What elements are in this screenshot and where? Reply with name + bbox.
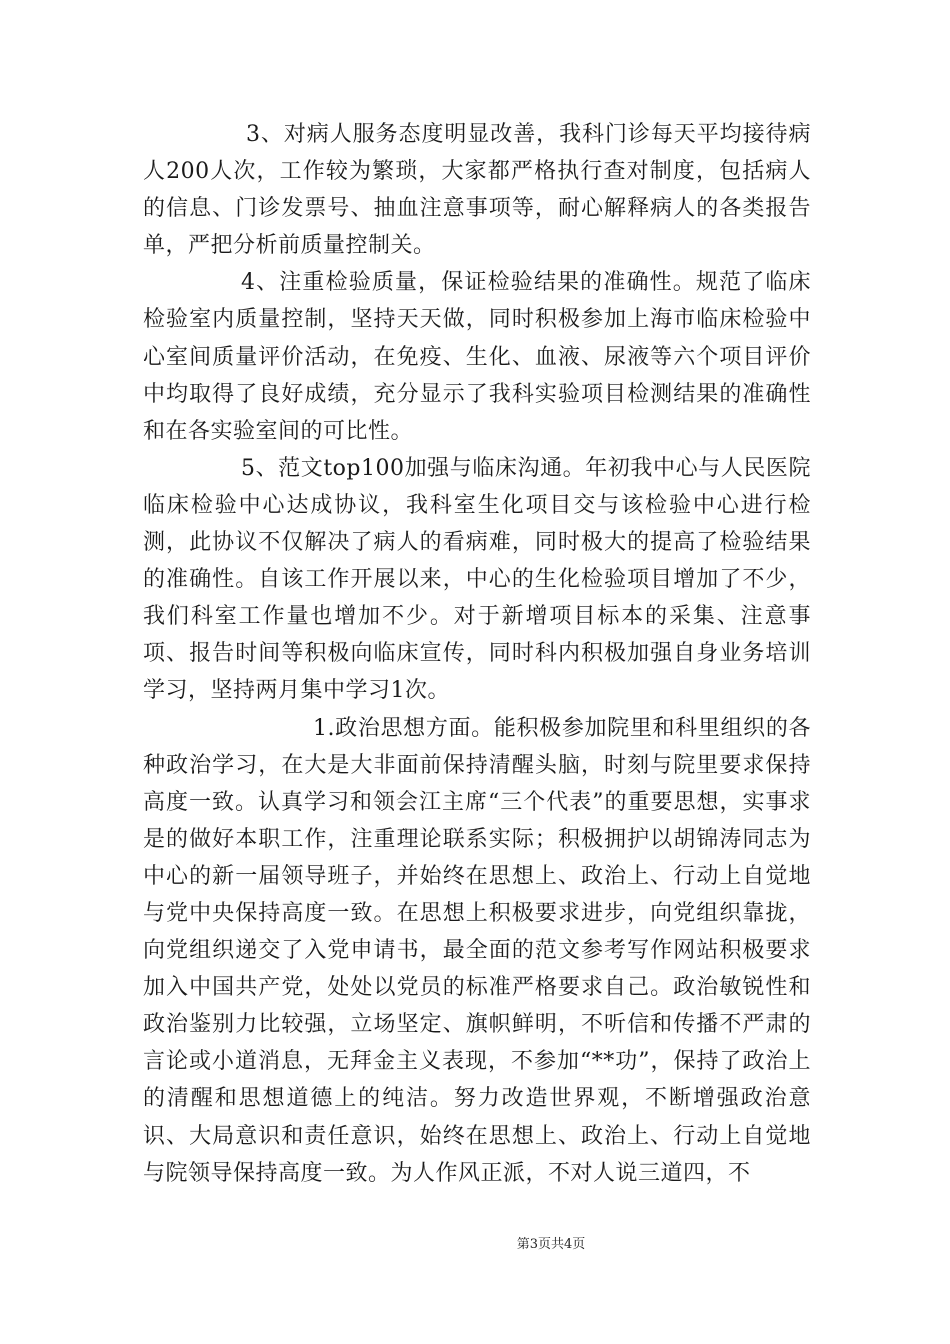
document-body [143, 116, 811, 1192]
page-footer: 第3页共4页 [516, 1237, 586, 1252]
paragraph-service-attitude: 3、对病人服务态度明显改善，我科门诊每天平均接待病人200人次，工作较为繁琐，大家都严格执行查对制度，包括病人的信息、门诊发票号、抽血注意事项等，耐心解释病人的各类报告单，严把分析前质量控制关。 [143, 122, 811, 259]
paragraph-quality-control: 4、注重检验质量，保证检验结果的准确性。规范了临床检验室内质量控制，坚持天天做，同时积极参加上海市临床检验中心室间质量评价活动，在免疫、生化、血液、尿液等六个项目评价中均取得了良好成绩，充分显示了我科实验项目检测结果的准确性和在各实验室间的可比性。 [143, 270, 811, 444]
paragraph-clinical-communication: 5、范文top100加强与临床沟通。年初我中心与人民医院临床检验中心达成协议，我科室生化项目交与该检验中心进行检测，此协议不仅解决了病人的看病难，同时极大的提高了检验结果的准确性。自该工作开展以来，中心的生化检验项目增加了不少，我们科室工作量也增加不少。对于新增项目标本的采集、注意事项、报告时间等积极向临床宣传，同时科内积极加强自身业务培训学习，坚持两月集中学习1次。 [143, 455, 811, 704]
paragraph-political-thought: 1.政治思想方面。能积极参加院里和科里组织的各种政治学习，在大是大非面前保持清醒头脑，时刻与院里要求保持高度一致。认真学习和领会江主席“三个代表”的重要思想，实事求是的做好本职工作，注重理论联系实际；积极拥护以胡锦涛同志为中心的新一届领导班子，并始终在思想上、政治上、行动上自觉地与党中央保持高度一致。在思想上积极要求进步，向党组织靠拢，向党组织递交了入党申请书，最全面的范文参考写作网站积极要求加入中国共产党，处处以党员的标准严格要求自己。政治敏锐性和政治鉴别力比较强，立场坚定、旗帜鲜明，不听信和传播不严肃的言论或小道消息，无拜金主义表现，不参加“**功”，保持了政治上的清醒和思想道德上的纯洁。努力改造世界观，不断增强政治意识、大局意识和责任意识，始终在思想上、政治上、行动上自觉地与院领导保持高度一致。为人作风正派，不对人说三道四，不 [143, 715, 811, 1186]
